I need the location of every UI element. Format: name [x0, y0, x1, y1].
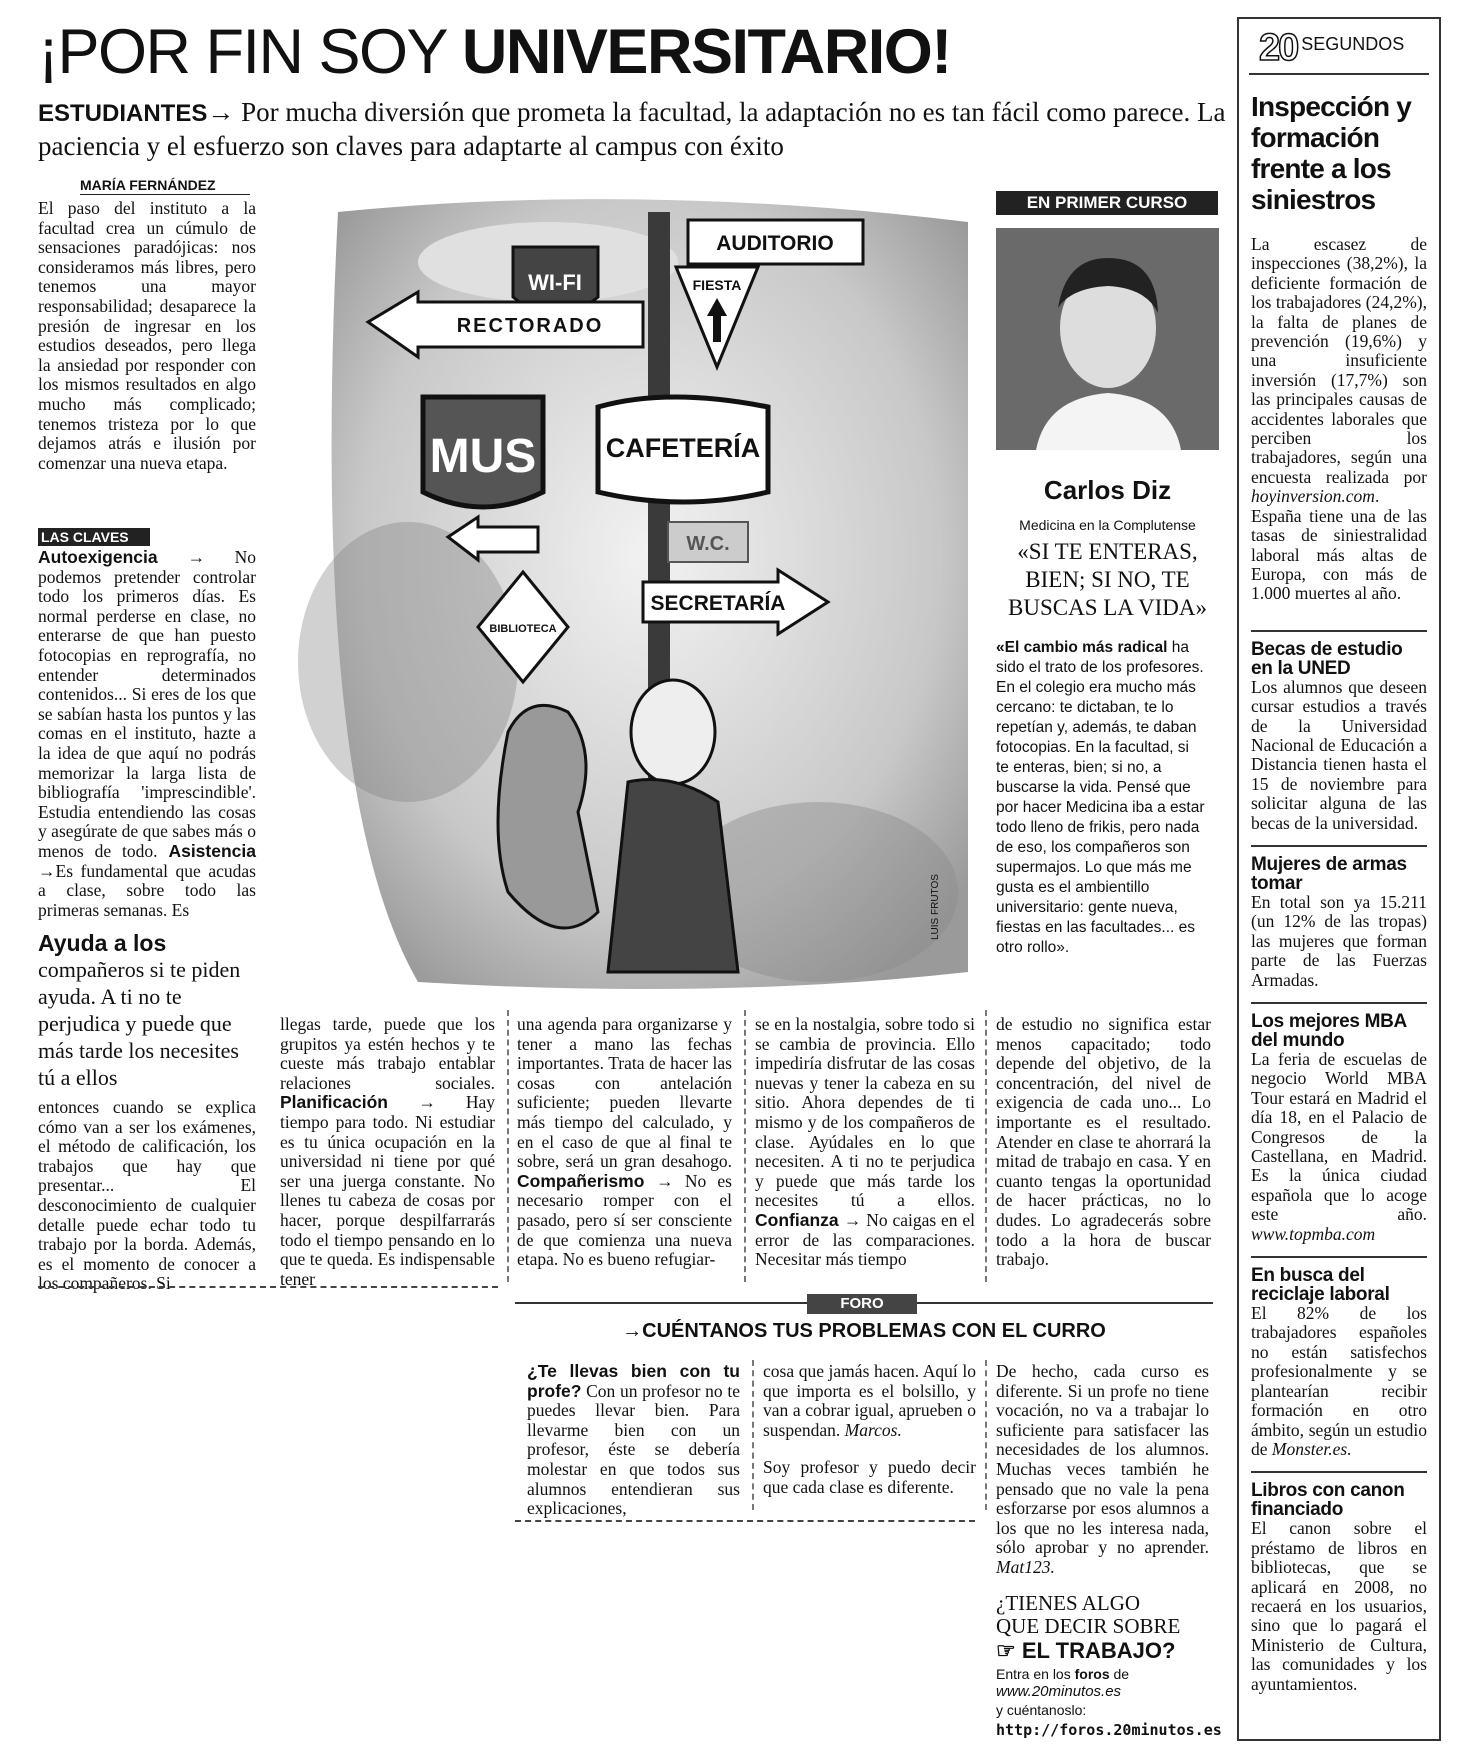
col2-text — [280, 1015, 495, 1289]
col2-a: llegas tarde, puede que los grupitos ya estén hechos y te cueste más trabajo entablar relaciones sociales. — [280, 1014, 495, 1093]
wc-sign — [668, 522, 748, 562]
foro-title: →CUÉNTANOS TUS PROBLEMAS CON EL CURRO — [622, 1320, 1106, 1342]
sidebar-item — [1251, 1002, 1427, 1244]
mus-sign — [423, 397, 543, 507]
col5-text: de estudio no significa estar menos capacitado; todo depende del objetivo, de la concentración, del nivel de exigencia de cada uno... Lo importante es el resultado. Atender en clase te ahorrará la mitad de trabajo en casa. Y en cuanto tengas la oportunidad de hacer prácticas, no lo dudes. Lo agradecerás sobre todo a la hora de buscar trabajo. — [996, 1014, 1211, 1270]
rectorado-label: RECTORADO — [456, 315, 604, 337]
rectorado-sign — [368, 292, 643, 357]
companerismo-keyword: Compañerismo → — [517, 1170, 674, 1191]
illustration-credit: LUIS FRUTOS — [930, 874, 941, 940]
divider-vertical-2 — [744, 1010, 746, 1282]
promo-url2[interactable]: http://foros.20minutos.es — [996, 1721, 1222, 1739]
autoexigencia-text: No podemos pretender controlar todo los primeros días. Es normal perderse en clase, no enterarse de que han puesto fotocopias en reprografía, no entender determinados contenidos... Si eres de los que se sabían hasta los puntos y las comas en el instituto, hazte a la idea de que aquí no podrás memorizar la larga lista de bibliografía 'imprescindible'. Estudia entendiendo las cosas y asegúrate de que sabes más o menos de todo. — [38, 547, 256, 861]
col3-b: No es necesario romper con el pasado, pero sí ser consciente de que comienza una nueva etapa. No es bueno refugiar- — [517, 1170, 732, 1270]
sidebar-item-text: La feria de escuelas de negocio World MBA Tour estará en Madrid el día 18, en el Palacio de Congresos de la Castellana, en Madrid. Es la única ciudad española que lo acoge este año. — [1251, 1049, 1427, 1225]
col4-b: No caigas en el error de las comparaciones. Necesitar más tiempo — [755, 1209, 975, 1270]
foro-col2 — [763, 1362, 976, 1498]
sidebar-main-text — [1251, 235, 1427, 604]
sidebar-item-head: Mujeres de armas tomar — [1251, 853, 1407, 894]
sidebar-item-source: Monster.es. — [1271, 1438, 1352, 1459]
claves-label: LAS CLAVES — [38, 528, 150, 546]
profile-name: Carlos Diz — [1043, 475, 1172, 505]
foro-tag: FORO — [807, 1294, 917, 1314]
divider-foro-bottom — [515, 1520, 975, 1522]
promo-box — [996, 1591, 1222, 1741]
sidebar-item — [1251, 1471, 1427, 1694]
planificacion-keyword: Planificación → — [280, 1092, 436, 1113]
col1-bottom-text: entonces cuando se explica cómo van a ser los exámenes, el método de calificación, los trabajos que hay que presentar... El desconocimiento de cualquier detalle puede echar todo tu trabajo por la borda. Además, es el momento de conocer a los compañeros. Si — [38, 1097, 256, 1294]
headline-part2: UNIVERSITARIO! — [461, 17, 951, 87]
fiesta-label: FIESTA — [692, 277, 742, 293]
sidebar-item-body — [1251, 1304, 1427, 1459]
biblioteca-label: BIBLIOTECA — [489, 623, 557, 635]
foro-question: ¿Te llevas bien con tu profe? — [527, 1361, 740, 1401]
intro-text: El paso del instituto a la facultad crea un cúmulo de sensaciones paradójicas: nos consideramos más libres, pero tenemos una mayor responsabilidad; desaparece la presión de ingresar en los estudios deseados, pero llega la ansiedad por responder con los mismos resultados en algo mucho más complicado; tenemos tristeza por lo que dejamos atrás e ilusión por comenzar una nueva etapa. — [38, 198, 256, 473]
auditorio-label: AUDITORIO — [716, 232, 834, 255]
divider-foro-1 — [752, 1360, 754, 1510]
col4-text — [755, 1015, 975, 1270]
divider-foro-2 — [985, 1360, 987, 1510]
promo-line2: QUE DECIR SOBRE — [996, 1614, 1181, 1638]
profile-lead: «El cambio más radical — [996, 639, 1168, 656]
sidebar-headline: Inspección y formación frente a los siniestros — [1251, 91, 1412, 215]
auditorio-sign — [688, 220, 863, 264]
deck-section: ESTUDIANTES — [38, 100, 208, 127]
sidebar-main-source: hoyinversion.com — [1251, 486, 1375, 507]
claves-text — [38, 548, 256, 920]
sidebar-item — [1251, 845, 1427, 990]
profile-text — [996, 638, 1206, 958]
sidebar-item-head: En busca del reciclaje laboral — [1251, 1265, 1390, 1306]
autoexigencia-keyword: Autoexigencia → — [38, 547, 206, 567]
deck-text: Por mucha diversión que prometa la facultad, la adaptación no es tan fácil como parece. La paciencia y el esfuerzo son claves para adaptarte al campus con éxito — [38, 97, 1226, 161]
sidebar-item-body — [1251, 1050, 1427, 1244]
sidebar-logo-text: SEGUNDOS — [1301, 34, 1405, 54]
foro-col3-author: Mat123. — [996, 1556, 1055, 1577]
promo-url1[interactable]: www.20minutos.es — [996, 1683, 1122, 1700]
confianza-keyword: Confianza → — [755, 1209, 862, 1230]
profile-photo — [996, 228, 1219, 450]
illustration — [298, 192, 978, 1000]
foro-col2-text: cosa que jamás hacen. Aquí lo que importa es el bolsillo, y van a cobrar igual, aprueben o suspendan. — [763, 1361, 976, 1440]
cafeteria-sign — [598, 397, 768, 502]
promo-text1-end: de — [1109, 1666, 1130, 1682]
sidebar-item — [1251, 1256, 1427, 1459]
asistencia-keyword: Asistencia → — [38, 840, 256, 881]
col2-b: Hay tiempo para todo. Ni estudiar es tu única ocupación en la universidad ni tiene por qué ser una juerga constante. No llenes tu cabeza de cosas por hacer, porque despilfarrarás todo el tiempo pensando en lo que te queda. Es indispensable tener — [280, 1092, 495, 1289]
foro-col1-text: Con un profesor no te puedes llevar bien. Para llevarme bien con un profesor, éste se debería molestar en que todos sus alumnos entendieran sus explicaciones, — [527, 1380, 740, 1519]
sidebar-item — [1251, 630, 1427, 833]
sidebar-logo-rule — [1249, 73, 1429, 75]
wifi-label: WI-FI — [528, 270, 582, 295]
promo-line3: EL TRABAJO? — [1021, 1638, 1176, 1663]
sidebar-item-head: Libros con canon financiado — [1251, 1480, 1405, 1521]
profile-subtitle: Medicina en la Complutense — [1019, 517, 1196, 533]
divider-vertical-3 — [985, 1010, 987, 1282]
secretaria-label: SECRETARÍA — [650, 592, 786, 615]
cafeteria-label: CAFETERÍA — [605, 433, 761, 463]
sidebar-item-text: En total son ya 15.211 (un 12% de las tropas) las mujeres que forman parte de las Fuerzas Armadas. — [1251, 891, 1427, 990]
promo-line1: ¿TIENES ALGO — [996, 1591, 1141, 1615]
foro-col3-text: De hecho, cada curso es diferente. Si un profe no tiene vocación, no va a trabajar lo suficiente para satisfacer las necesidades de los alumnos. Muchas veces también he pensado que no vale la pena esforzarse por esos alumnos a los que no les interesa nada, sólo aprobar y no aprender. — [996, 1361, 1209, 1558]
col4-a: se en la nostalgia, sobre todo si se cambia de provincia. Ello impediría disfrutar de las cosas nuevas y tener la cabeza en su sitio. Ahora dependes de ti mismo y de los compañeros de clase. Ayúdales en lo que necesiten. A ti no te perjudica y puede que más tarde los necesites tú a ellos. — [755, 1014, 975, 1211]
sidebar-item-text: El canon sobre el préstamo de libros en bibliotecas, que se aplicará en 2008, no recaerá en los usuarios, sino que lo pagará el Ministerio de Cultura, las comunidades y los ayuntamientos. — [1251, 1518, 1427, 1694]
pullquote-body: compañeros si te piden ayuda. A ti no te perjudica y puede que más tarde los necesites tú a ellos — [38, 957, 241, 1090]
sidebar-logo — [1259, 27, 1439, 67]
sidebar-item-text: Los alumnos que deseen cursar estudios a través de la Universidad Nacional de Educación a Distancia tienen hasta el 15 de noviembre para solicitar alguna de las becas de la universidad. — [1251, 676, 1427, 833]
divider-bottom-left — [38, 1286, 498, 1288]
deck — [38, 96, 1233, 162]
promo-text1-bold: foros — [1074, 1666, 1110, 1682]
col3-text — [517, 1015, 732, 1270]
asistencia-text: Es fundamental que acudas a clase, sobre todo las primeras semanas. Es — [38, 860, 256, 920]
sidebar-logo-number: 20 — [1259, 27, 1298, 69]
profile-body: ha sido el trato de los profesores. En el colegio era mucho más cercano: te dictaban, te lo repetían y, además, te daban fotocopias. En la facultad, si te enteras, bien; si no, a buscarse la vida. Pensé que por hacer Medicina iba a estar todo lleno de frikis, pero nada de eso, los compañeros son supermajos. Lo que más me gusta es el ambientillo universitario: gente nueva, fiestas en las facultades... es otro rollo». — [996, 639, 1205, 956]
foro-col2-reply: Soy profesor y puedo decir que cada clase es diferente. — [763, 1457, 976, 1497]
sidebar-item-text: El 82% de los trabajadores españoles no están satisfechos profesionalmente y se plantearían recibir formación en otro ámbito, según un estudio de — [1251, 1303, 1427, 1459]
pullquote-head: Ayuda a los — [38, 930, 167, 956]
promo-text1: Entra en los — [996, 1666, 1075, 1682]
col3-a: una agenda para organizarse y tener a mano las fechas importantes. Trata de hacer las cosas con antelación suficiente; pueden llevarte más tiempo del calculado, y en el caso de que al final te sobre, será un gran desahogo. — [517, 1014, 732, 1172]
foro-col2-author: Marcos. — [840, 1419, 902, 1440]
sidebar — [1237, 17, 1441, 1741]
foro-col1 — [527, 1362, 740, 1519]
deck-arrow: → — [207, 97, 235, 127]
byline: MARÍA FERNÁNDEZ — [80, 177, 250, 195]
wc-label: W.C. — [686, 533, 730, 555]
headline — [38, 16, 1238, 88]
divider-vertical-1 — [507, 1010, 509, 1282]
profile-quote: «SI TE ENTERAS, BIEN; SI NO, TE BUSCAS LA VIDA» — [1008, 539, 1207, 620]
mus-label: MUS — [429, 430, 537, 483]
sidebar-main-body: La escasez de inspecciones (38,2%), la deficiente formación de los trabajadores (24,2%), la falta de planes de prevención (19,6%) y una insuficiente inversión (17,7%) son las principales causas de accidentes laborales que perciben los trabajadores, según una encuesta realizada por — [1251, 234, 1427, 487]
sidebar-item-head: Becas de estudio en la UNED — [1251, 638, 1403, 679]
sidebar-item-source[interactable]: www.topmba.com — [1251, 1223, 1376, 1244]
hand-pointer-icon: ☞ — [996, 1638, 1016, 1663]
sidebar-item-head: Los mejores MBA del mundo — [1251, 1011, 1407, 1051]
foro-col3 — [996, 1362, 1209, 1578]
profile-label: EN PRIMER CURSO — [996, 191, 1218, 215]
sidebar-main-body2: . España tiene una de las tasas de siniestralidad laboral más altas de Europa, con más de 1.000 muertes al año. — [1251, 486, 1427, 604]
promo-text2: y cuéntanoslo: — [996, 1702, 1087, 1718]
headline-part1: ¡POR FIN SOY — [38, 17, 462, 87]
